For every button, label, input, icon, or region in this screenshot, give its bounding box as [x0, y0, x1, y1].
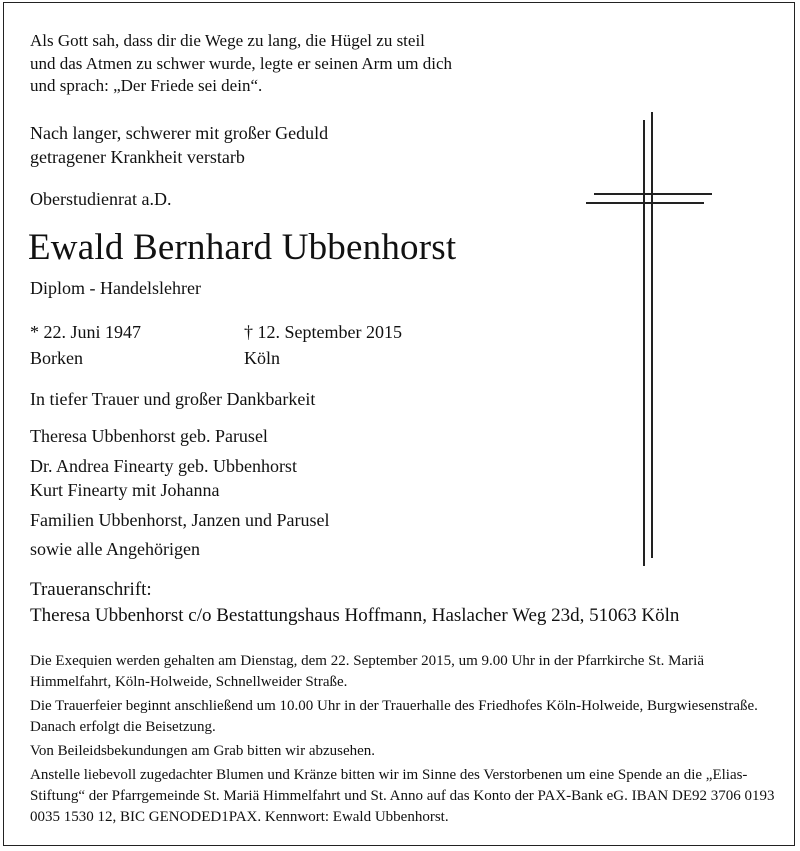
note-paragraph: Von Beileidsbekundungen am Grab bitten wir abzusehen. [30, 743, 376, 759]
family-member: Kurt Finearty mit Johanna [30, 480, 220, 500]
address-text: Theresa Ubbenhorst c/o Bestattungshaus Hoffmann, Haslacher Weg 23d, 51063 Köln [30, 605, 680, 626]
poem [30, 30, 452, 98]
address-label: Traueranschrift: [30, 579, 152, 600]
intro-text [30, 121, 328, 169]
birth-place: Borken [30, 348, 83, 368]
deceased-name: Ewald Bernhard Ubbenhorst [28, 227, 457, 268]
note-paragraph: Die Exequien werden gehalten am Dienstag, dem 22. September 2015, um 9.00 Uhr in der Pfarrkirche St. Mariä Himmelfahrt, Köln-Holweide, Schnellweider Straße. [30, 653, 704, 690]
mourning-line: In tiefer Trauer und großer Dankbarkeit [30, 389, 316, 409]
family-member: sowie alle Angehörigen [30, 539, 200, 559]
deceased-profession: Diplom - Handelslehrer [30, 278, 201, 298]
death-place: Köln [244, 348, 280, 368]
cross-icon [580, 108, 720, 568]
death-info [244, 319, 402, 371]
intro-line: Nach langer, schwerer mit großer Geduld [30, 123, 329, 143]
poem-line: Als Gott sah, dass dir die Wege zu lang, die Hügel zu steil [30, 31, 425, 50]
birth-info [30, 319, 141, 371]
death-date: † 12. September 2015 [244, 322, 402, 342]
service-notes [30, 651, 780, 828]
deceased-title: Oberstudienrat a.D. [30, 189, 172, 209]
note-paragraph: Anstelle liebevoll zugedachter Blumen und Kränze bitten wir im Sinne des Verstorbenen um eine Spende an die „Elias-Stiftung“ der Pfarrgemeinde St. Mariä Himmelfahrt und St. Anno auf das Konto der PAX-Bank eG. IBAN DE92 3706 0193 0035 1530 12, BIC GENODED1PAX. Kennwort: Ewald Ubbenhorst. [30, 767, 775, 825]
family-member: Theresa Ubbenhorst geb. Parusel [30, 426, 268, 446]
intro-line: getragener Krankheit verstarb [30, 147, 245, 167]
family-member: Familien Ubbenhorst, Janzen und Parusel [30, 510, 330, 530]
note-paragraph: Die Trauerfeier beginnt anschließend um 10.00 Uhr in der Trauerhalle des Friedhofes Köln-Holweide, Burgwiesenstraße. Danach erfolgt die Beisetzung. [30, 698, 758, 735]
poem-line: und das Atmen zu schwer wurde, legte er seinen Arm um dich [30, 53, 453, 73]
family-member: Dr. Andrea Finearty geb. Ubbenhorst [30, 456, 297, 476]
poem-line: und sprach: „Der Friede sei dein“. [30, 76, 263, 95]
birth-date: * 22. Juni 1947 [30, 322, 142, 342]
